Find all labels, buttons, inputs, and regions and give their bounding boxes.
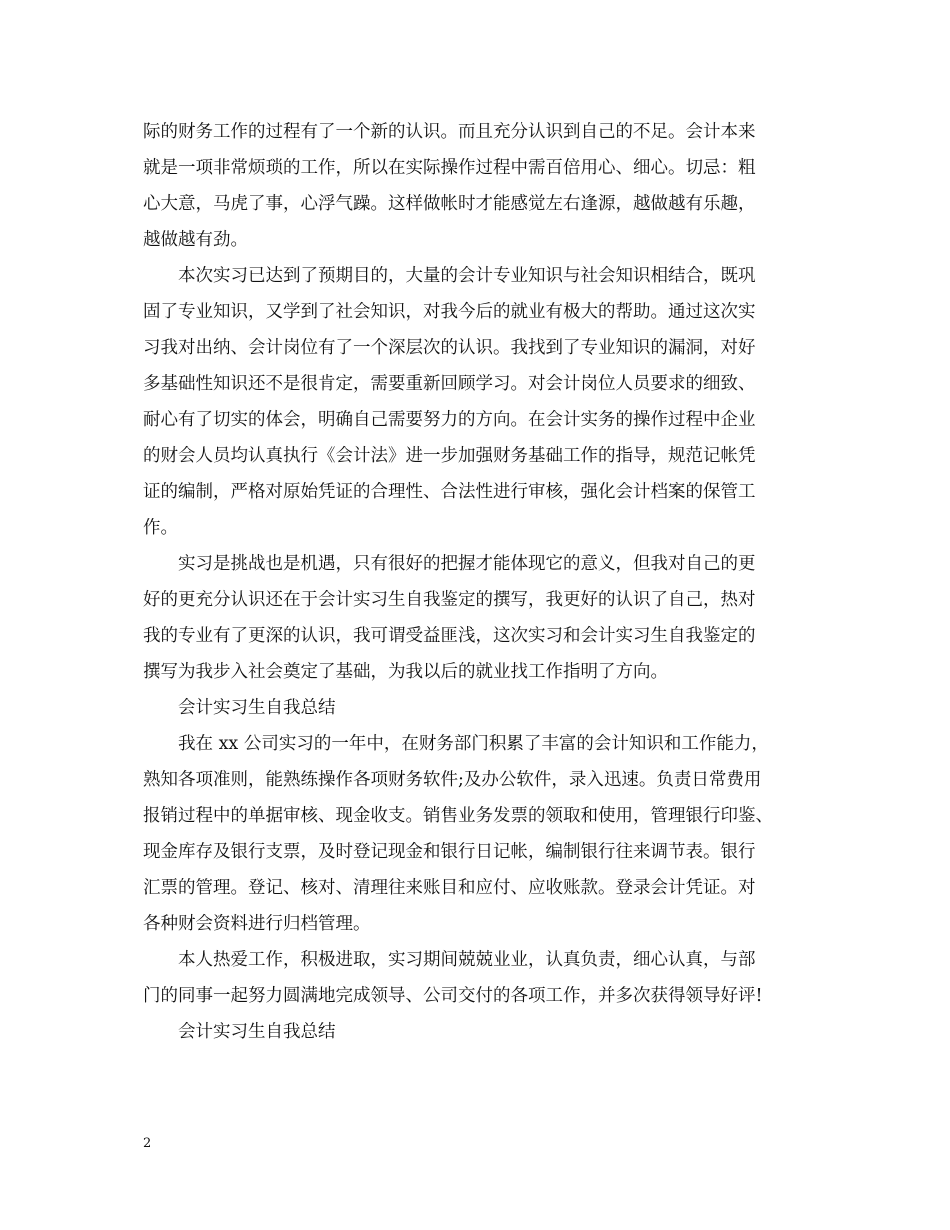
text-line: 各种财会资料进行归档管理。 [143,914,371,934]
text-line: 撰写为我步入社会奠定了基础，为我以后的就业找工作指明了方向。 [143,662,668,682]
text-line: 际的财务工作的过程有了一个新的认识。而且充分认识到自己的不足。会计本来 [143,122,756,142]
text-line: 会计实习生自我总结 [178,1022,336,1042]
text-line: 我在 xx 公司实习的一年中，在财务部门积累了丰富的会计知识和工作能力， [178,734,769,754]
text-line: 固了专业知识，又学到了社会知识，对我今后的就业有极大的帮助。通过这次实 [143,302,756,322]
text-line: 就是一项非常烦琐的工作，所以在实际操作过程中需百倍用心、细心。切忌：粗 [143,158,756,178]
text-line: 我的专业有了更深的认识，我可谓受益匪浅，这次实习和会计实习生自我鉴定的 [143,626,756,646]
text-line: 证的编制，严格对原始凭证的合理性、合法性进行审核，强化会计档案的保管工 [143,482,756,502]
text-line: 心大意，马虎了事，心浮气躁。这样做帐时才能感觉左右逢源，越做越有乐趣， [143,194,756,214]
text-line: 汇票的管理。登记、核对、清理往来账目和应付、应收账款。登录会计凭证。对 [143,878,756,898]
text-line: 耐心有了切实的体会，明确自己需要努力的方向。在会计实务的操作过程中企业 [143,410,756,430]
text-line: 作。 [143,518,178,538]
text-line: 熟知各项准则，能熟练操作各项财务软件;及办公软件，录入迅速。负责日常费用 [143,770,762,790]
text-line: 本人热爱工作，积极进取，实习期间兢兢业业，认真负责，细心认真，与部 [178,950,756,970]
text-line: 会计实习生自我总结 [178,698,336,718]
text-line: 习我对出纳、会计岗位有了一个深层次的认识。我找到了专业知识的漏洞，对好 [143,338,756,358]
page-number: 2 [143,1136,152,1151]
text-line: 多基础性知识还不是很肯定，需要重新回顾学习。对会计岗位人员要求的细致、 [143,374,756,394]
text-line: 报销过程中的单据审核、现金收支。销售业务发票的领取和使用，管理银行印鉴、 [143,806,773,826]
text-line: 门的同事一起努力圆满地完成领导、公司交付的各项工作，并多次获得领导好评! [143,986,763,1006]
text-line: 的财会人员均认真执行《会计法》进一步加强财务基础工作的指导，规范记帐凭 [143,446,756,466]
document-body [143,114,809,1050]
text-line: 好的更充分认识还在于会计实习生自我鉴定的撰写，我更好的认识了自己，热对 [143,590,756,610]
text-line: 实习是挑战也是机遇，只有很好的把握才能体现它的意义，但我对自己的更 [178,554,756,574]
text-line: 本次实习已达到了预期目的，大量的会计专业知识与社会知识相结合，既巩 [178,266,756,286]
text-line: 越做越有劲。 [143,230,248,250]
text-line: 现金库存及银行支票，及时登记现金和银行日记帐，编制银行往来调节表。银行 [143,842,756,862]
